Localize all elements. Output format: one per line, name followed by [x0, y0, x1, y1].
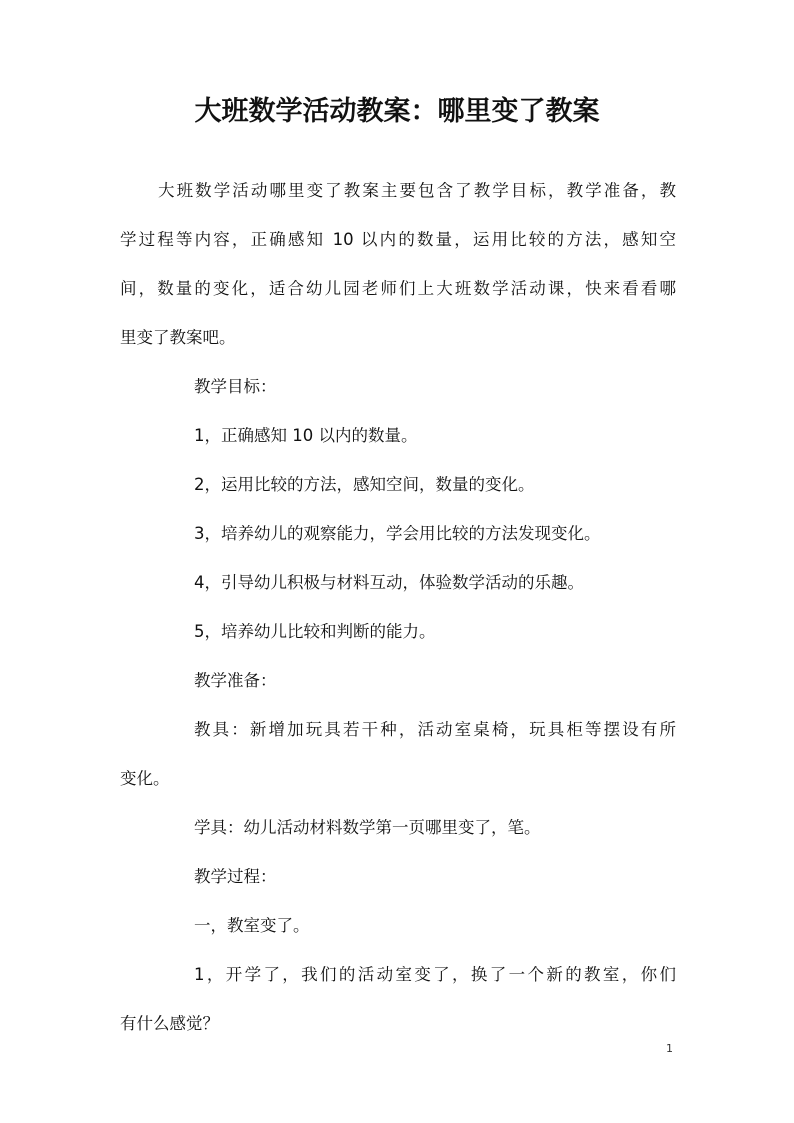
intro-paragraph: [120, 166, 676, 362]
document-title: 大班数学活动教案：哪里变了教案: [194, 96, 600, 127]
teaching-aids-line: 变化。: [120, 769, 170, 788]
intro-line: 学过程等内容，正确感知 10 以内的数量，运用比较的方法，感知空: [120, 230, 676, 249]
goal-item: 5，培养幼儿比较和判断的能力。: [194, 622, 436, 641]
learning-aids: 学具：幼儿活动材料数学第一页哪里变了，笔。: [194, 818, 541, 837]
document-body: [120, 166, 676, 1048]
teaching-aids-line: 教具：新增加玩具若干种，活动室桌椅，玩具柜等摆设有所: [194, 720, 676, 739]
intro-line: 里变了教案吧。: [120, 328, 236, 347]
step-one-line: 1，开学了，我们的活动室变了，换了一个新的教室，你们: [194, 965, 676, 984]
goal-item: 2，运用比较的方法，感知空间，数量的变化。: [194, 475, 535, 494]
intro-line: 间，数量的变化，适合幼儿园老师们上大班数学活动课，快来看看哪: [120, 279, 676, 298]
step-one-paragraph: [120, 950, 676, 1048]
section-one-heading: 一，教室变了。: [194, 916, 310, 935]
goals-heading: 教学目标：: [194, 377, 277, 396]
process-heading: 教学过程：: [194, 867, 277, 886]
step-one-line: 有什么感觉？: [120, 1014, 219, 1033]
goal-item: 4，引导幼儿积极与材料互动，体验数学活动的乐趣。: [194, 573, 584, 592]
intro-line: 大班数学活动哪里变了教案主要包含了教学目标，教学准备，教: [158, 181, 676, 200]
teaching-aids-paragraph: [120, 705, 676, 803]
goal-item: 3，培养幼儿的观察能力，学会用比较的方法发现变化。: [194, 524, 601, 543]
goal-item: 1，正确感知 10 以内的数量。: [194, 426, 418, 445]
page-number: 1: [666, 1042, 673, 1055]
prep-heading: 教学准备：: [194, 671, 277, 690]
